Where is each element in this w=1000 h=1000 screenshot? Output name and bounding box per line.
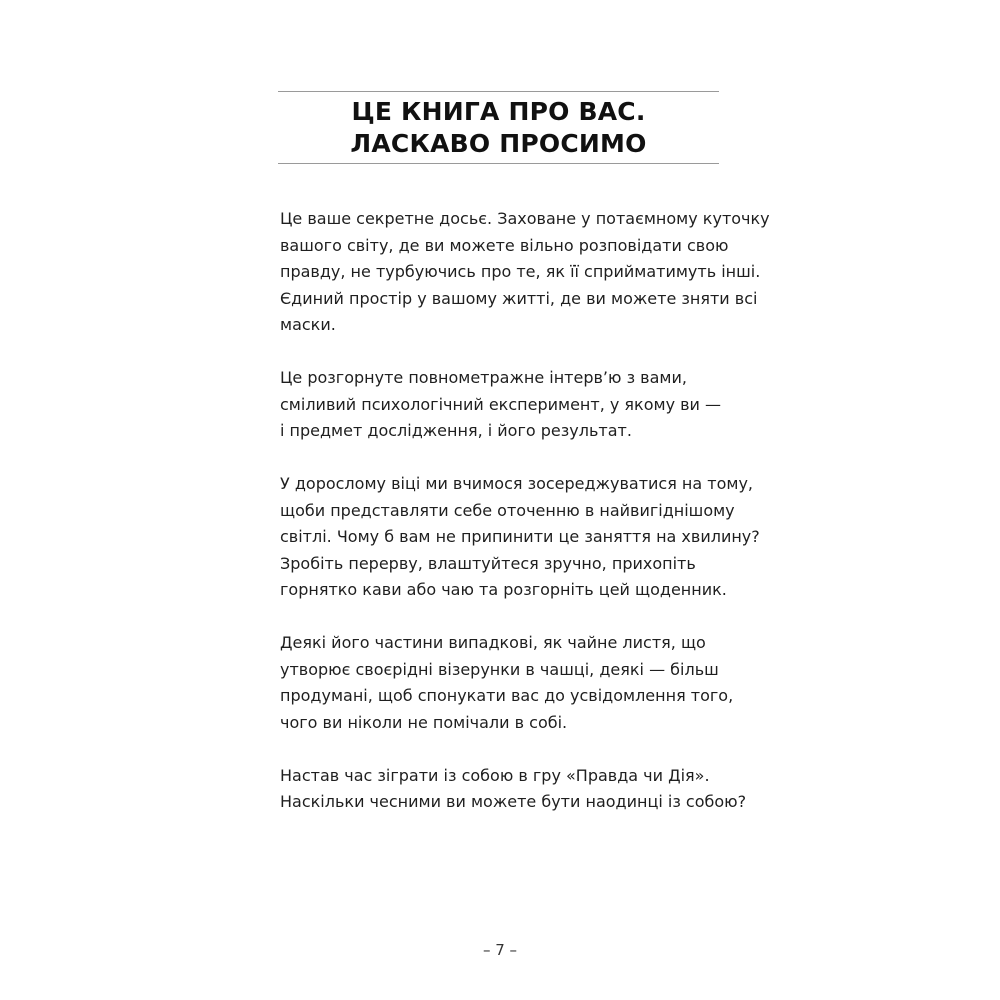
paragraph-line: сміливий психологічний експеримент, у якому ви — xyxy=(280,394,722,414)
paragraph-line: продумані, щоб спонукати вас до усвідомлення того, xyxy=(280,686,734,705)
body-text xyxy=(280,206,770,842)
paragraph-line: Деякі його частини випадкові, як чайне листя, що xyxy=(280,633,706,652)
chapter-title-line-2: ЛАСКАВО ПРОСИМО xyxy=(350,129,647,158)
paragraph-line: Наскільки чесними ви можете бути наодинці із собою? xyxy=(280,792,747,811)
paragraph-line: чого ви ніколи не помічали в собі. xyxy=(280,712,568,732)
paragraph-line: вашого світу, де ви можете вільно розповідати свою xyxy=(280,235,729,255)
paragraph-line: утворює своєрідні візерунки в чашці, деякі — більш xyxy=(280,659,719,679)
paragraph-line: і предмет дослідження, і його результат. xyxy=(280,421,632,440)
paragraph-line: горнятко кави або чаю та розгорніть цей щоденник. xyxy=(280,580,727,599)
paragraph-3 xyxy=(280,471,760,604)
paragraph-line: У дорослому віці ми вчимося зосереджуватися на тому, xyxy=(280,474,753,493)
paragraph-line: Зробіть перерву, влаштуйтеся зручно, прихопіть xyxy=(280,553,696,573)
paragraph-line: щоби представляти себе оточенню в найвигіднішому xyxy=(280,500,735,520)
paragraph-1 xyxy=(280,206,770,339)
page-number: – 7 – xyxy=(482,941,518,959)
chapter-title-line-1: ЦЕ КНИГА ПРО ВАС. xyxy=(351,97,646,126)
paragraph-line: світлі. Чому б вам не припинити це заняття на хвилину? xyxy=(280,527,760,546)
paragraph-line: правду, не турбуючись про те, як її сприйматимуть інші. xyxy=(280,262,761,281)
paragraph-line: маски. xyxy=(280,315,336,334)
paragraph-5 xyxy=(280,763,747,816)
paragraph-line: Це розгорнуте повнометражне інтерв’ю з вами, xyxy=(280,368,687,387)
paragraph-4 xyxy=(280,630,740,736)
title-top-rule xyxy=(278,91,719,92)
paragraph-line: Єдиний простір у вашому житті, де ви можете зняти всі xyxy=(280,288,758,308)
paragraph-line: Це ваше секретне досьє. Заховане у потаємному куточку xyxy=(280,209,770,228)
paragraph-2 xyxy=(280,365,740,445)
chapter-title xyxy=(278,96,719,160)
title-bottom-rule xyxy=(278,163,719,164)
paragraph-line: Настав час зіграти із собою в гру «Правда чи Дія». xyxy=(280,765,710,785)
